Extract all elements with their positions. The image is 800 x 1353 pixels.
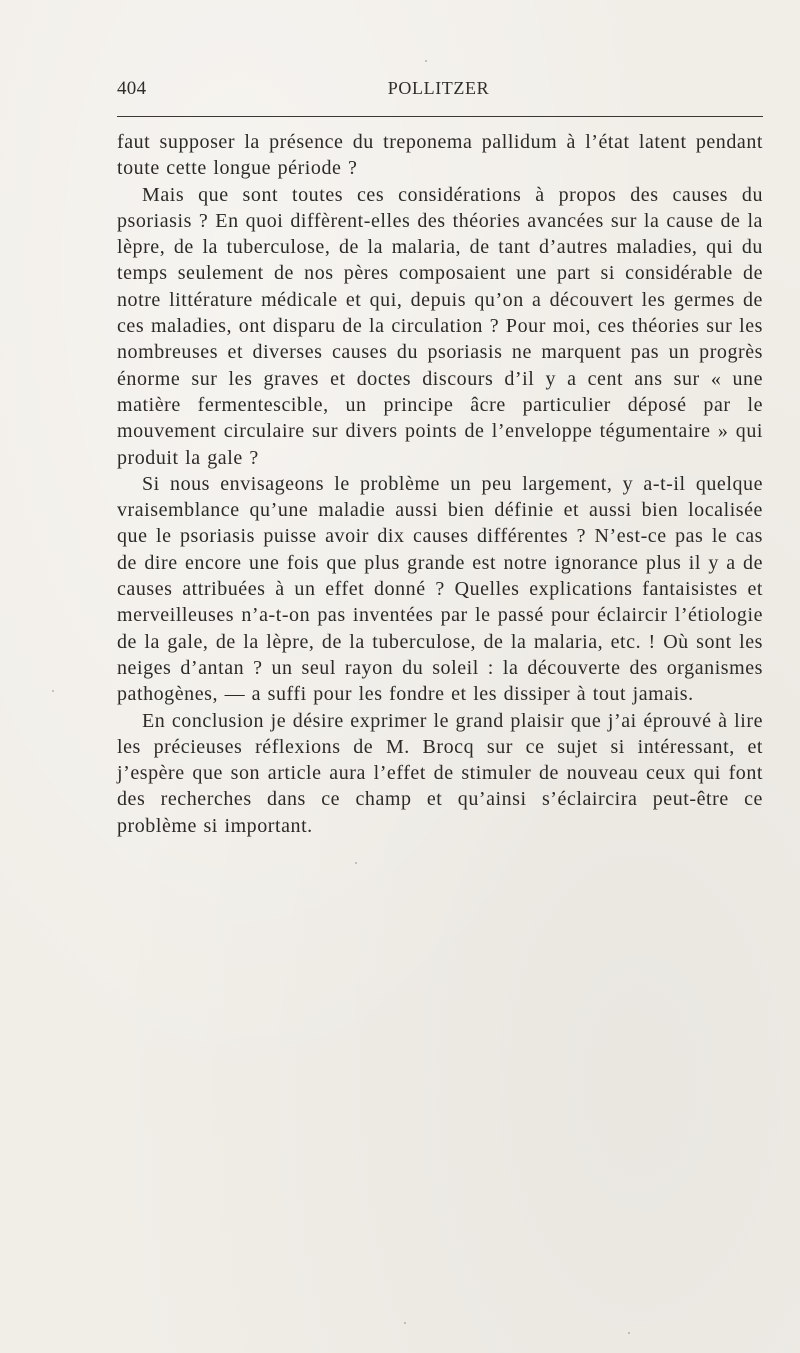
paper-speck — [425, 60, 427, 62]
paper-speck — [355, 862, 357, 864]
paragraph: Si nous envisageons le problème un peu largement, y a-t-il quelque vraisemblance qu’une maladie aussi bien définie et aussi bien localisée que le psoriasis puisse avoir dix causes différentes ? N’est-ce pas le cas de dire encore une fois que plus grande est notre ignorance plus il y a de causes attribuées à un effet donné ? Quelles explications fantaisistes et merveilleuses n’a-t-on pas inventées par le passé pour éclaircir l’étiologie de la gale, de la lèpre, de la tuberculose, de la malaria, etc. ! Où sont les neiges d’antan ? un seul rayon du soleil : la découverte des organismes pathogènes, — a suffi pour les fondre et les dissiper à tout jamais. — [117, 472, 763, 706]
header-rule — [117, 116, 763, 117]
paper-speck — [628, 1332, 630, 1334]
page-header — [117, 78, 760, 102]
body-text — [117, 129, 763, 839]
paragraph-continuation: faut supposer la présence du treponema pallidum à l’état latent pendant toute cette longue période ? — [117, 131, 763, 180]
paragraph: Mais que sont toutes ces considérations à propos des causes du psoriasis ? En quoi diffèrent-elles des théories avancées sur la cause de la lèpre, de la tuberculose, de la malaria, de tant d’autres maladies, qui du temps seulement de nos pères composaient une part si considérable de notre littérature médicale et qui, depuis qu’on a découvert les germes de ces maladies, ont disparu de la circulation ? Pour moi, ces théories sur les nombreuses et diverses causes du psoriasis ne marquent pas un progrès énorme sur les graves et doctes discours d’il y a cent ans sur « une matière fermentescible, un principe âcre particulier déposé par le mouvement circulaire sur divers points de l’enveloppe tégumentaire » qui produit la gale ? — [117, 183, 763, 469]
paper-speck — [404, 1322, 406, 1324]
paragraph: En conclusion je désire exprimer le grand plaisir que j’ai éprouvé à lire les précieuses réflexions de M. Brocq sur ce sujet si intéressant, et j’espère que son article aura l’effet de stimuler de nouveau ceux qui font des recherches dans ce champ et qu’ainsi s’éclaircira peut-être ce problème si important. — [117, 709, 763, 837]
page-number: 404 — [117, 78, 147, 99]
running-head: POLLITZER — [387, 78, 490, 98]
paper-speck — [52, 690, 54, 692]
